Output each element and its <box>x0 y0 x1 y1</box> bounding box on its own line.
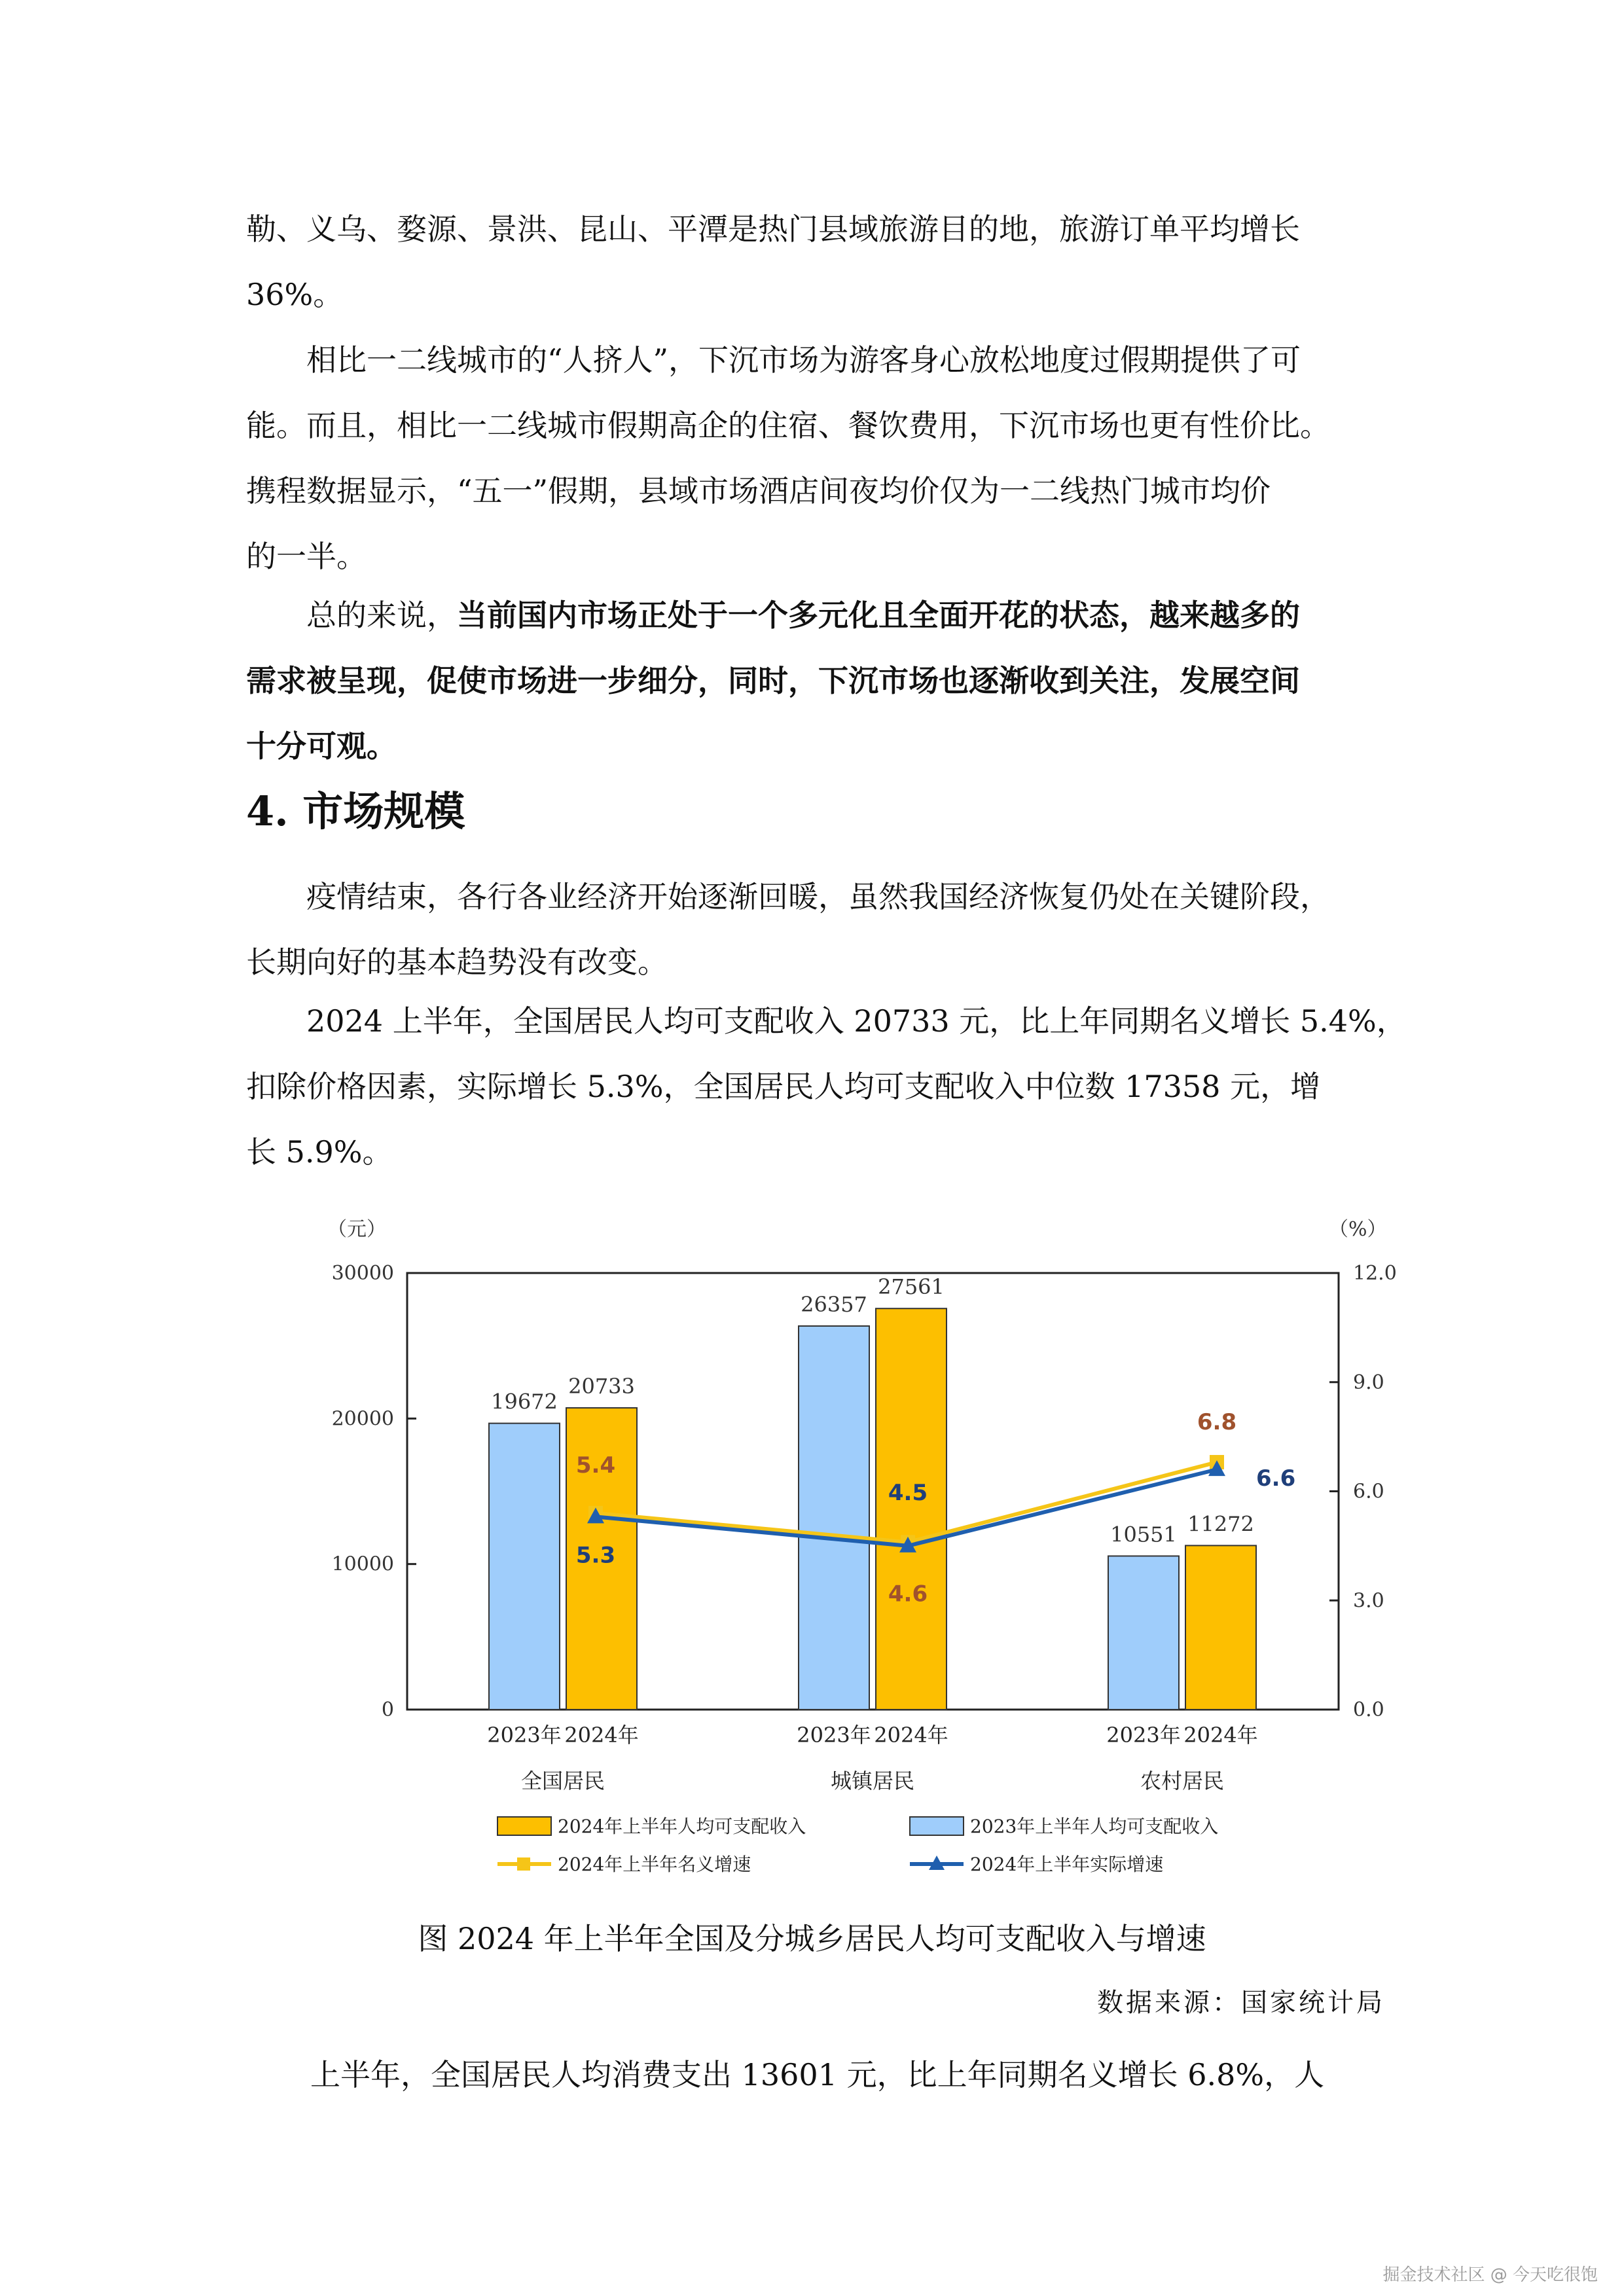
right-tick-label: 12.0 <box>1353 1262 1397 1285</box>
text-line: 疫情结束，各行各业经济开始逐渐回暖，虽然我国经济恢复仍处在关键阶段， <box>306 879 1330 914</box>
text-line: 2024 上半年，全国居民人均可支配收入 20733 元，比上年同期名义增长 5.4%， <box>306 1003 1407 1039</box>
text-line: 扣除价格因素，实际增长 5.3%，全国居民人均可支配收入中位数 17358 元，增 <box>246 1069 1321 1104</box>
right-axis-unit: （%） <box>1329 1218 1387 1241</box>
legend-label: 2024年上半年人均可支配收入 <box>558 1816 806 1837</box>
paragraph-6 <box>246 2042 1385 2108</box>
text-line: 相比一二线城市的“人挤人”，下沉市场为游客身心放松地度过假期提供了可 <box>306 342 1301 378</box>
left-tick-label: 10000 <box>331 1552 394 1576</box>
bar-2023-label: 26357 <box>801 1291 867 1317</box>
bar-2023-label: 10551 <box>1110 1522 1177 1547</box>
bar-2023-1 <box>799 1326 869 1710</box>
left-tick-label: 0 <box>381 1698 394 1721</box>
bar-2024-2 <box>1185 1545 1256 1710</box>
right-tick-label: 9.0 <box>1353 1371 1384 1394</box>
bar-2024-1 <box>876 1308 947 1710</box>
year-label-2023: 2023年 <box>797 1723 871 1748</box>
left-tick-label: 30000 <box>331 1262 394 1285</box>
bar-2024-label: 11272 <box>1187 1511 1254 1537</box>
text-line: 的一半。 <box>246 539 367 574</box>
year-label-2024: 2024年 <box>564 1723 639 1748</box>
watermark: 掘金技术社区 @ 今天吃很饱 <box>1382 2265 1598 2285</box>
right-tick-label: 0.0 <box>1353 1698 1384 1721</box>
year-label-2023: 2023年 <box>1106 1723 1181 1748</box>
legend-label: 2023年上半年人均可支配收入 <box>970 1816 1219 1837</box>
bar-2023-label: 19672 <box>491 1389 558 1414</box>
category-label: 全国居民 <box>520 1768 605 1793</box>
real-growth-label: 6.6 <box>1256 1465 1296 1492</box>
text-line: 需求被呈现，促使市场进一步细分，同时，下沉市场也逐渐收到关注，发展空间 <box>246 663 1300 698</box>
text-line: 十分可观。 <box>246 728 397 764</box>
nominal-growth-label: 4.6 <box>888 1581 928 1607</box>
year-label-2023: 2023年 <box>487 1723 562 1748</box>
nominal-growth-label: 5.4 <box>575 1452 616 1479</box>
bar-2024-label: 27561 <box>878 1274 945 1300</box>
bar-2023-2 <box>1108 1556 1179 1710</box>
right-tick-label: 6.0 <box>1353 1480 1384 1503</box>
legend-swatch-2023-bar <box>910 1817 964 1835</box>
text-line: 勒、义乌、婺源、景洪、昆山、平潭是热门县域旅游目的地，旅游订单平均增长 <box>246 211 1300 247</box>
data-source: 数据来源：国家统计局 <box>1097 1988 1385 2018</box>
legend-swatch-2024-bar <box>497 1817 551 1835</box>
real-growth-label: 5.3 <box>575 1542 616 1569</box>
legend-label: 2024年上半年实际增速 <box>970 1854 1164 1875</box>
text-line: 携程数据显示，“五一”假期，县域市场酒店间夜均价仅为一二线热门城市均价 <box>246 473 1271 509</box>
bar-2024-label: 20733 <box>568 1374 635 1399</box>
right-tick-label: 3.0 <box>1353 1589 1384 1613</box>
left-axis-unit: （元） <box>327 1218 386 1241</box>
text-line: 上半年，全国居民人均消费支出 13601 元，比上年同期名义增长 6.8%，人 <box>310 2057 1325 2092</box>
year-label-2024: 2024年 <box>1183 1723 1258 1748</box>
summary-bold-text: 当前国内市场正处于一个多元化且全面开花的状态，越来越多的 <box>457 598 1300 633</box>
left-tick-label: 20000 <box>331 1407 394 1431</box>
section-heading: 4. 市场规模 <box>246 787 465 835</box>
figure-caption: 图 2024 年上半年全国及分城乡居民人均可支配收入与增速 <box>418 1921 1206 1956</box>
real-growth-label: 4.5 <box>888 1479 928 1506</box>
text-line: 长期向好的基本趋势没有改变。 <box>246 944 668 980</box>
legend-label: 2024年上半年名义增速 <box>558 1854 751 1875</box>
legend-swatch-nominal-marker <box>517 1857 530 1871</box>
summary-lead: 总的来说， <box>306 598 457 633</box>
category-label: 农村居民 <box>1140 1768 1225 1793</box>
text-line: 36%。 <box>246 277 344 312</box>
text-line: 长 5.9%。 <box>246 1134 393 1170</box>
text-line: 能。而且，相比一二线城市假期高企的住宿、餐饮费用，下沉市场也更有性价比。 <box>246 408 1330 443</box>
nominal-growth-label: 6.8 <box>1197 1409 1237 1436</box>
bar-2023-0 <box>489 1424 560 1710</box>
year-label-2024: 2024年 <box>874 1723 948 1748</box>
category-label: 城镇居民 <box>830 1768 915 1793</box>
